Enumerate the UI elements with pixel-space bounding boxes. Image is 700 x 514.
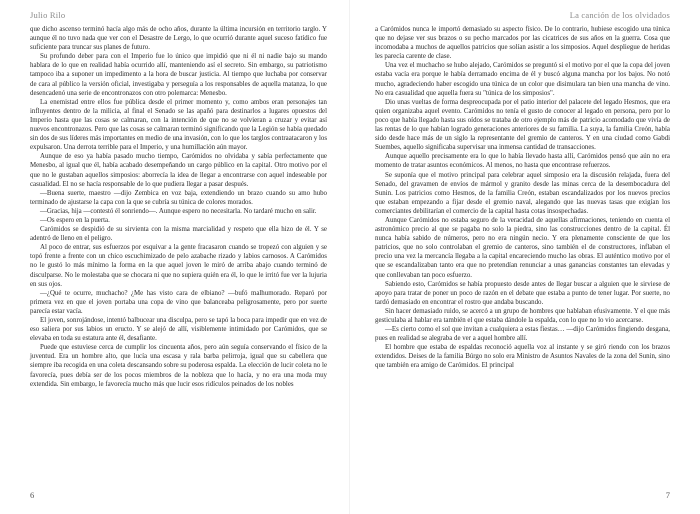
- paragraph: a Carómidos nunca le importó demasiado su aspecto físico. De lo contrario, hubiese escogido una túnica que no dejase ver sus brazos o su pecho marcados por las cicatrices de sus años en la guerra. Cosa que incomodaba a muchos de aquellos patricios que solían asistir a los simposios. Aquel despliegue de heridas les parecía carente de clase.: [375, 26, 670, 61]
- paragraph: Aunque aquello precisamente era lo que lo había llevado hasta allí, Carómidos pensó que aún no era momento de tratar asuntos económicos. Al menos, no hasta que encontrase refuerzos.: [375, 153, 670, 170]
- running-head-author: Julio Rilo: [30, 10, 66, 20]
- paragraph: Aunque de eso ya había pasado mucho tiempo, Carómidos no olvidaba y sabía perfectamente que Menesbo, al igual que él, había acabado desempeñando un cargo público en la capital. Otro motivo por el que no le gustaban aquellos simposios: aborrecía la idea de llegar a encontrarse con aquel indeseable por casualidad. El no se hacía responsable de lo que pudiera llegar a pasar después.: [30, 153, 327, 188]
- dialogue-line: —Os espero en la puerta.: [40, 216, 110, 224]
- running-head-title: La canción de los olvidados: [569, 10, 670, 20]
- paragraph: Una vez el muchacho se hubo alejado, Carómidos se preguntó si el motivo por el que la copa del joven estaba vacía era porque le había derramado encima de él y buscó alguna mancha por los bajos. No notó mucho, agradeciendo haber escogido una túnica de un color que disimulara tan bien una mancha de vino. No era casualidad que aquella fuera su "túnica de los simposios".: [375, 62, 670, 97]
- dialogue-line: —Gracias, hija —contestó él sonriendo—. Aunque espero no necesitarla. No tardaré mucho en salir.: [40, 207, 317, 215]
- page-number: 6: [30, 490, 35, 500]
- paragraph: La enemistad entre ellos fue pública desde el primer momento y, como ambos eran personajes tan influyentes dentro de la milicia, al final el Senado se las apañó para destinarlos a lugares opuestos del Imperio hasta que las cosas se calmaran, con la intención de que no se volvieran a cruzar y evitar así nuevos encontronazos. Pero que las cosas se calmaran terminó significando que la Legión se había quedado sin dos de sus líderes más importantes en medio de una invasión, con lo que los targlos contraatacaron y los expulsaron. Una derrota terrible para el Imperio, y una humillación aún mayor.: [30, 98, 327, 152]
- paragraph: Aunque Carómidos no estaba seguro de la veracidad de aquellas afirmaciones, teniendo en cuenta el astronómico precio al que se pagaba no solo la piedra, sino las construcciones dentro de la capital. Él nunca había sabido de números, pero no era ningún necio. Y era plenamente consciente de que los patricios, que no solo controlaban el gremio de canteros, sino también el de constructores, inflaban el precio una vez la mercancía llegaba a la capital encareciendo mucho las obras. El auténtico motivo por el que se escandalizaban tanto era que no pretendían renunciar a unas ganancias constantes tan elevadas y que conllevaban tan poco esfuerzo.: [375, 216, 670, 279]
- paragraph: El joven, sonrojándose, intentó balbucear una disculpa, pero se tapó la boca para impedir que en vez de eso saliera por sus labios un eructo. Y se alejó de allí, visiblemente intimidado por Carómidos, que se elevaba en toda su estatura ante él, desafiante.: [30, 317, 327, 343]
- dialogue-line: —¿Qué te ocurre, muchacho? ¿Me has visto cara de elbiano? —bufó malhumorado. Reparó por primera vez en que el joven portaba una copa de vino que balanceaba peligrosamente, pero por suerte parecía estar vacía.: [30, 289, 327, 315]
- paragraph: Sabiendo esto, Carómidos se había propuesto desde antes de llegar buscar a alguien que le sirviese de apoyo para tratar de poner un poco de razón en el debate que estaba a punto de tener lugar. Por suerte, no tardó demasiado en encontrar el rostro que andaba buscando.: [375, 280, 670, 306]
- paragraph: Carómidos se despidió de su sirvienta con la misma marcialidad y respeto que ella hizo de él. Y se adentró de lleno en el peligro.: [30, 226, 327, 243]
- dialogue-line: —Buena suerte, maestro —dijo Zembica en voz baja, extendiendo un brazo cuando su amo hubo terminado de ajustarse la capa con la que se cubría su túnica de colores morados.: [30, 189, 327, 206]
- dialogue-line: —Es cierto como el sol que invitan a cualquiera a estas fiestas… —dijo Carómidos fingiendo desgana, pues en realidad se alegraba de ver a aquel hombre allí.: [375, 326, 670, 343]
- paragraph: El hombre que estaba de espaldas reconoció aquella voz al instante y se giró riendo con los brazos extendidos. Deises de la familia Búrgo no solo era Ministro de Asuntos Navales de la zona del Sunin, sino que también era amigo de Carómidos. El principal: [375, 344, 670, 370]
- paragraph: Dio unas vueltas de forma despreocupada por el patio interior del palacete del legado Hesmos, que era quien organizaba aquel evento. Carómidos no tenía el gusto de conocer al legado en persona, pero por lo poco que había llegado hasta sus oídos se trataba de otro ejemplo más de patricio acomodado que vivía de las rentas de lo que habían logrado generaciones anteriores de su familia. La suya, la familia Creón, había sido desde hace más de un siglo la representante del gremio de canteros. Y en una ciudad como Gabdi Suembes, aquello significaba supervisar una inmensa cantidad de transacciones.: [375, 98, 670, 152]
- paragraph: Se suponía que el motivo principal para celebrar aquel simposio era la discusión relajada, fuera del Senado, del gravamen de envíos de mármol y granito desde las minas cerca de la desembocadura del Sunin. Los patricios como Hesmos, de la familia Creón, estaban escandalizados por los nuevos precios que estaban empezando a fijar desde el gremio naval, alegando que las nuevas tasas que exigían los comerciantes debilitarían el comercio de la capital hasta cotas insospechadas.: [375, 171, 670, 215]
- paragraph: que dicho ascenso terminó hacía algo más de ocho años, durante la última incursión en territorio targlo. Y aunque él no tuvo nada que ver con el Desastre de Lergo, lo que ocurrió durante aquel suceso fatídico fue suficiente para truncar sus planes de futuro.: [30, 26, 327, 52]
- paragraph: Su profundo deber para con el Imperio fue lo único que impidió que ni él ni nadie bajo su mando hablara de lo que en realidad había ocurrido allí, manteniendo así el secreto. Sin embargo, su patriotismo tampoco iba a suponer un impedimento a la hora de buscar justicia. Al tiempo que luchaba por conservar de cara al público la versión oficial, investigaba y perseguía a los responsables de aquella matanza, lo que desencadenó una serie de encontronazos con otro polemarca: Menesbo.: [30, 53, 327, 97]
- left-page-body: [30, 25, 327, 389]
- paragraph: Sin hacer demasiado ruido, se acercó a un grupo de hombres que hablaban efusivamente. Y el que más gesticulaba al hablar era también el que estaba dándole la espalda, con lo que no lo vio acercarse.: [375, 307, 670, 324]
- page-number: 7: [665, 490, 670, 500]
- paragraph: Al poco de entrar, sus esfuerzos por esquivar a la gente fracasaron cuando se tropezó con alguien y se topó frente a frente con un chico escuchimizado de pelo azabache rizado y labios carnosos. A Carómidos no le gustó lo más mínimo la forma en la que aquel joven le miró de arriba abajo cuando terminó de disculparse. No le molestaba que se chocara ni que no supiera quién era él, lo que le irritó fue ver la lujuria en sus ojos.: [30, 244, 327, 288]
- right-page: [350, 0, 700, 514]
- right-page-body: [375, 25, 670, 371]
- paragraph: Puede que estuviese cerca de cumplir los cincuenta años, pero aún seguía conservando el físico de la juventud. Era un hombre alto, que lucía una escasa y rala barba pelirroja, igual que su cabellera que siempre iba recogida en una coleta descansando sobre su poderosa espalda. La elección de lucir coleta no le favorecía, pues debía ser de los pocos miembros de la nobleza que lo hacía, y no era una moda muy extendida. Sin embargo, le favorecía mucho más que lucir esos ridículos peinados de los nobles: [30, 344, 327, 388]
